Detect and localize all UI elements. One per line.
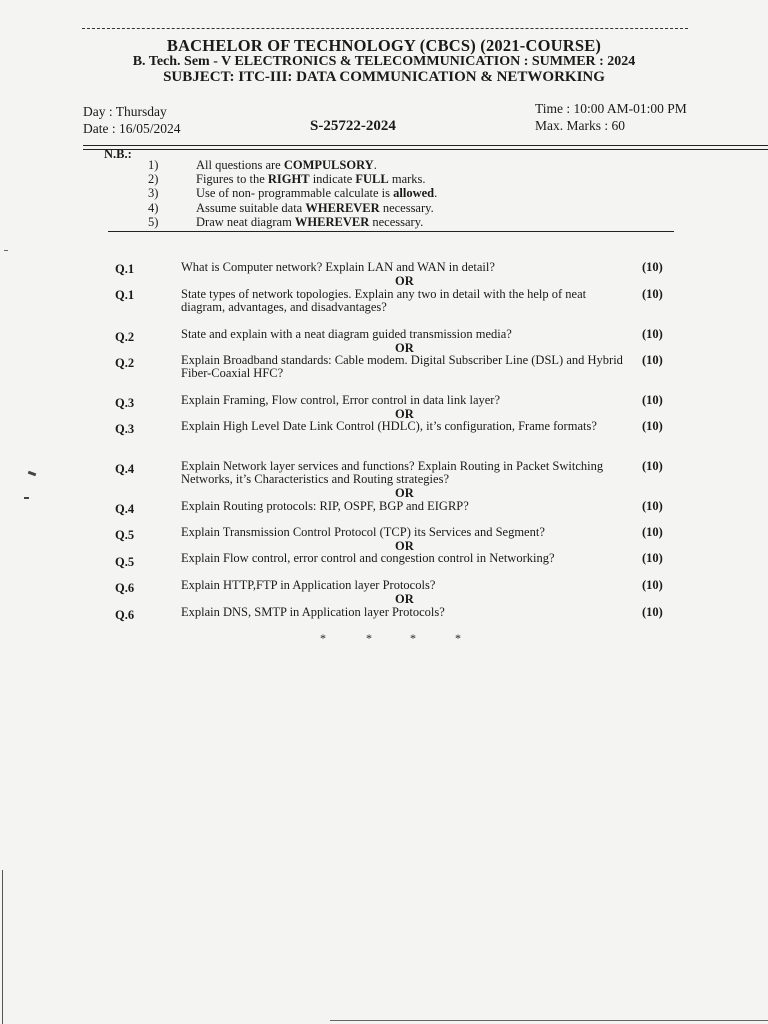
- nb-item-text: Draw neat diagram WHEREVER necessary.: [196, 215, 424, 229]
- question-marks: (10): [642, 605, 663, 619]
- question-number: Q.2: [115, 330, 135, 344]
- nb-item-number: 1): [148, 158, 159, 172]
- question-marks: (10): [642, 287, 663, 301]
- question-text: Explain Routing protocols: RIP, OSPF, BGP and EIGRP?: [181, 499, 469, 513]
- nb-item-number: 2): [148, 172, 159, 186]
- question-text: Explain Flow control, error control and congestion control in Networking?: [181, 551, 555, 565]
- exam-date: Date : 16/05/2024: [83, 121, 181, 136]
- question-number: Q.1: [115, 262, 135, 276]
- max-marks: Max. Marks : 60: [535, 118, 625, 133]
- question-marks: (10): [642, 393, 663, 407]
- question-marks: (10): [642, 459, 663, 473]
- question-marks: (10): [642, 327, 663, 341]
- question-number: Q.6: [115, 581, 135, 595]
- nb-item-text: All questions are COMPULSORY.: [196, 158, 377, 172]
- question-text: Explain Transmission Control Protocol (TCP) its Services and Segment?: [181, 525, 545, 539]
- question-marks: (10): [642, 525, 663, 539]
- end-star: *: [410, 631, 416, 645]
- question-number: Q.4: [115, 502, 135, 516]
- nb-item-text: Figures to the RIGHT indicate FULL marks.: [196, 172, 426, 186]
- question-text: Explain Framing, Flow control, Error control in data link layer?: [181, 393, 501, 407]
- question-text: Explain Network layer services and functions? Explain Routing in Packet Switching Networks, it’s Characteristics and Routing strategies?: [181, 459, 604, 486]
- nb-item-text: Use of non- programmable calculate is allowed.: [196, 186, 438, 200]
- or-separator: OR: [395, 486, 414, 500]
- question-text: Explain DNS, SMTP in Application layer Protocols?: [181, 605, 445, 619]
- end-star: *: [320, 631, 326, 645]
- question-text: Explain Broadband standards: Cable modem. Digital Subscriber Line (DSL) and Hybrid Fiber-Coaxial HFC?: [181, 353, 623, 380]
- question-text: What is Computer network? Explain LAN and WAN in detail?: [181, 260, 495, 274]
- end-star: *: [455, 631, 461, 645]
- exam-title: BACHELOR OF TECHNOLOGY (CBCS) (2021-COURSE): [166, 36, 602, 55]
- question-marks: (10): [642, 353, 663, 367]
- question-number: Q.1: [115, 288, 135, 302]
- exam-day: Day : Thursday: [83, 104, 167, 119]
- exam-time: Time : 10:00 AM-01:00 PM: [535, 101, 687, 116]
- scan-edge-line: [330, 1020, 768, 1021]
- question-text: Explain High Level Date Link Control (HDLC), it’s configuration, Frame formats?: [181, 419, 597, 433]
- nb-item-number: 4): [148, 201, 159, 215]
- question-number: Q.3: [115, 422, 135, 436]
- or-separator: OR: [395, 539, 414, 553]
- program-line: B. Tech. Sem - V ELECTRONICS & TELECOMMUNICATION : SUMMER : 2024: [132, 54, 636, 69]
- question-marks: (10): [642, 419, 663, 433]
- question-number: Q.6: [115, 608, 135, 622]
- question-marks: (10): [642, 578, 663, 592]
- question-text: State and explain with a neat diagram guided transmission media?: [181, 327, 512, 341]
- question-number: Q.4: [115, 462, 135, 476]
- or-separator: OR: [395, 407, 414, 421]
- question-number: Q.2: [115, 356, 135, 370]
- header-divider: [83, 145, 768, 146]
- header-divider-second: [83, 149, 768, 150]
- nb-item-text: Assume suitable data WHEREVER necessary.: [196, 201, 434, 215]
- or-separator: OR: [395, 341, 414, 355]
- question-number: Q.3: [115, 396, 135, 410]
- question-marks: (10): [642, 260, 663, 274]
- question-marks: (10): [642, 551, 663, 565]
- or-separator: OR: [395, 274, 414, 288]
- nb-item-number: 5): [148, 215, 159, 229]
- end-star: *: [366, 631, 372, 645]
- question-number: Q.5: [115, 555, 135, 569]
- subject-line: SUBJECT: ITC-III: DATA COMMUNICATION & NETWORKING: [163, 69, 605, 85]
- scan-mark: [24, 497, 29, 499]
- instructions-divider: [108, 231, 674, 232]
- paper-code: S-25722-2024: [310, 118, 396, 134]
- scan-edge-line: [2, 870, 3, 1024]
- scan-mark: [4, 250, 8, 251]
- scan-mark: [28, 471, 37, 477]
- nb-item-number: 3): [148, 186, 159, 200]
- nb-label: N.B.:: [104, 147, 132, 161]
- question-text: Explain HTTP,FTP in Application layer Protocols?: [181, 578, 436, 592]
- question-number: Q.5: [115, 528, 135, 542]
- top-dashed-rule: [82, 28, 688, 29]
- question-marks: (10): [642, 499, 663, 513]
- or-separator: OR: [395, 592, 414, 606]
- question-text: State types of network topologies. Explain any two in detail with the help of neat diagram, advantages, and disadvantages?: [181, 287, 587, 314]
